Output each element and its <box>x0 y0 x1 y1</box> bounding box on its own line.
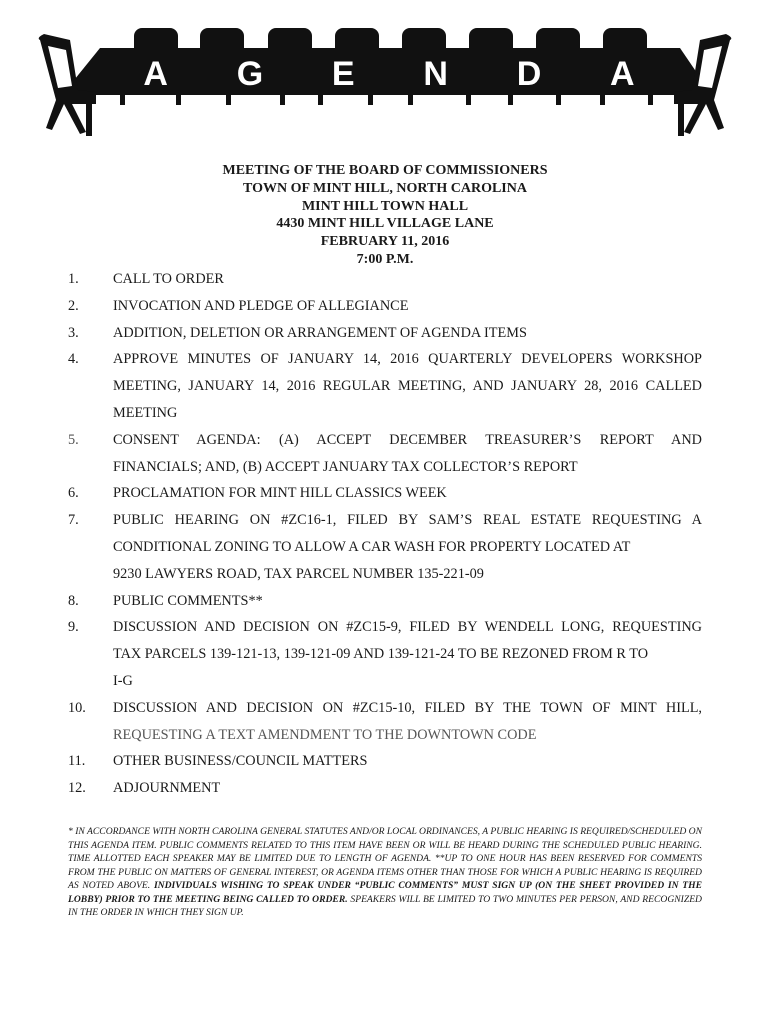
item-text: OTHER BUSINESS/COUNCIL MATTERS <box>113 753 368 770</box>
item-text: CALL TO ORDER <box>113 271 224 287</box>
item-number: 4. <box>68 351 79 368</box>
item-number: 8. <box>68 592 79 609</box>
agenda-item <box>0 266 770 293</box>
agenda-item <box>0 507 770 587</box>
item-text: TAX PARCELS 139-121-13, 139-121-09 AND 139-121-24 TO BE REZONED FROM R TO <box>113 646 649 663</box>
item-text: APPROVE MINUTES OF JANUARY 14, 2016 QUARTERLY DEVELOPERS WORKSHOP <box>113 351 702 368</box>
header-time: 7:00 P.M. <box>356 251 414 267</box>
footnote-text: * IN ACCORDANCE WITH NORTH CAROLINA GENERAL STATUTES AND/OR LOCAL ORDINANCES, A PUBLIC HEARING IS REQUIRED/SCHEDULED ON THIS AGENDA ITEM. PUBLIC COMMENTS RELATED TO THIS ITEM HAVE BEEN OR WILL BE HEARD DURING THE SCHEDULED PUBLIC HEARING. TIME ALLOTTED EACH SPEAKER MAY BE LIMITED DUE TO LENGTH OF AGENDA. **UP TO ONE HOUR HAS BEEN RESERVED FOR COMMENTS FROM THE PUBLIC ON MATTERS OF GENERAL INTEREST, OR AGENDA ITEMS OTHER THAN THOSE FOR WHICH A PUBLIC HEARING IS REQUIRED AS NOTED ABOVE. <box>68 826 702 891</box>
item-number: 12. <box>68 780 86 797</box>
item-text: REQUESTING A TEXT AMENDMENT TO THE DOWNTOWN CODE <box>113 726 537 743</box>
agenda-item <box>0 480 770 507</box>
item-number: 1. <box>68 271 79 287</box>
meeting-header <box>0 162 770 269</box>
header-line: 4430 MINT HILL VILLAGE LANE <box>276 216 494 232</box>
banner-letter: D <box>516 54 544 93</box>
header-line: MINT HILL TOWN HALL <box>301 198 469 214</box>
agenda-item <box>0 614 770 694</box>
item-text: MEETING, JANUARY 14, 2016 REGULAR MEETING, AND JANUARY 28, 2016 CALLED <box>113 378 702 395</box>
item-number: 10. <box>68 699 86 716</box>
item-text: PUBLIC COMMENTS** <box>113 592 263 609</box>
agenda-item <box>0 748 770 775</box>
item-number: 7. <box>68 512 79 529</box>
agenda-item <box>0 775 770 802</box>
agenda-item <box>0 320 770 347</box>
item-text: MEETING <box>113 404 178 421</box>
item-text: FINANCIALS; AND, (B) ACCEPT JANUARY TAX COLLECTOR’S REPORT <box>113 458 578 475</box>
item-text: INVOCATION AND PLEDGE OF ALLEGIANCE <box>113 297 409 314</box>
item-number: 2. <box>68 297 79 314</box>
agenda-item <box>0 588 770 615</box>
banner-letter: G <box>236 54 266 93</box>
item-text: I-G <box>113 672 133 689</box>
item-text: DISCUSSION AND DECISION ON #ZC15-10, FILED BY THE TOWN OF MINT HILL, <box>113 699 702 716</box>
agenda-item <box>0 346 770 426</box>
banner-letter: A <box>610 54 637 93</box>
item-text: 9230 LAWYERS ROAD, TAX PARCEL NUMBER 135-221-09 <box>113 565 484 582</box>
header-line: TOWN OF MINT HILL, NORTH CAROLINA <box>243 180 527 196</box>
header-line: MEETING OF THE BOARD OF COMMISSIONERS <box>222 163 548 178</box>
public-hearing-footnote <box>68 825 702 920</box>
item-number: 6. <box>68 485 79 502</box>
item-text: PROCLAMATION FOR MINT HILL CLASSICS WEEK <box>113 485 447 502</box>
agenda-banner <box>0 0 770 150</box>
item-text: DISCUSSION AND DECISION ON #ZC15-9, FILED BY WENDELL LONG, REQUESTING <box>113 619 702 636</box>
item-number: 5. <box>68 431 79 448</box>
agenda-item <box>0 695 770 749</box>
footnote-bold-text: INDIVIDUALS WISHING TO SPEAK UNDER “PUBLIC COMMENTS” MUST SIGN UP (ON THE SHEET PROVIDED IN THE LOBBY) PRIOR TO THE MEETING BEING CALLED TO ORDER. <box>68 880 702 905</box>
header-date: FEBRUARY 11, 2016 <box>320 234 450 250</box>
banner-letter: E <box>331 54 357 93</box>
footnote-text: SPEAKERS WILL BE LIMITED TO TWO MINUTES PER PERSON, AND RECOGNIZED IN THE ORDER IN WHICH THEY SIGN UP. <box>68 893 702 918</box>
banner-letter: A <box>143 54 170 93</box>
agenda-item <box>0 427 770 481</box>
item-number: 9. <box>68 619 79 636</box>
banner-letter: N <box>423 54 450 93</box>
banner-title <box>110 52 670 96</box>
item-number: 3. <box>68 324 79 341</box>
item-number: 11. <box>68 753 86 770</box>
item-text: CONDITIONAL ZONING TO ALLOW A CAR WASH FOR PROPERTY LOCATED AT <box>113 538 631 555</box>
item-text: PUBLIC HEARING ON #ZC16-1, FILED BY SAM’S REAL ESTATE REQUESTING A <box>113 512 702 529</box>
item-text: ADJOURNMENT <box>113 780 221 797</box>
item-text: ADDITION, DELETION OR ARRANGEMENT OF AGENDA ITEMS <box>113 324 527 341</box>
agenda-item <box>0 293 770 320</box>
agenda-list <box>0 266 770 802</box>
item-text: CONSENT AGENDA: (A) ACCEPT DECEMBER TREASURER’S REPORT AND <box>113 431 702 448</box>
